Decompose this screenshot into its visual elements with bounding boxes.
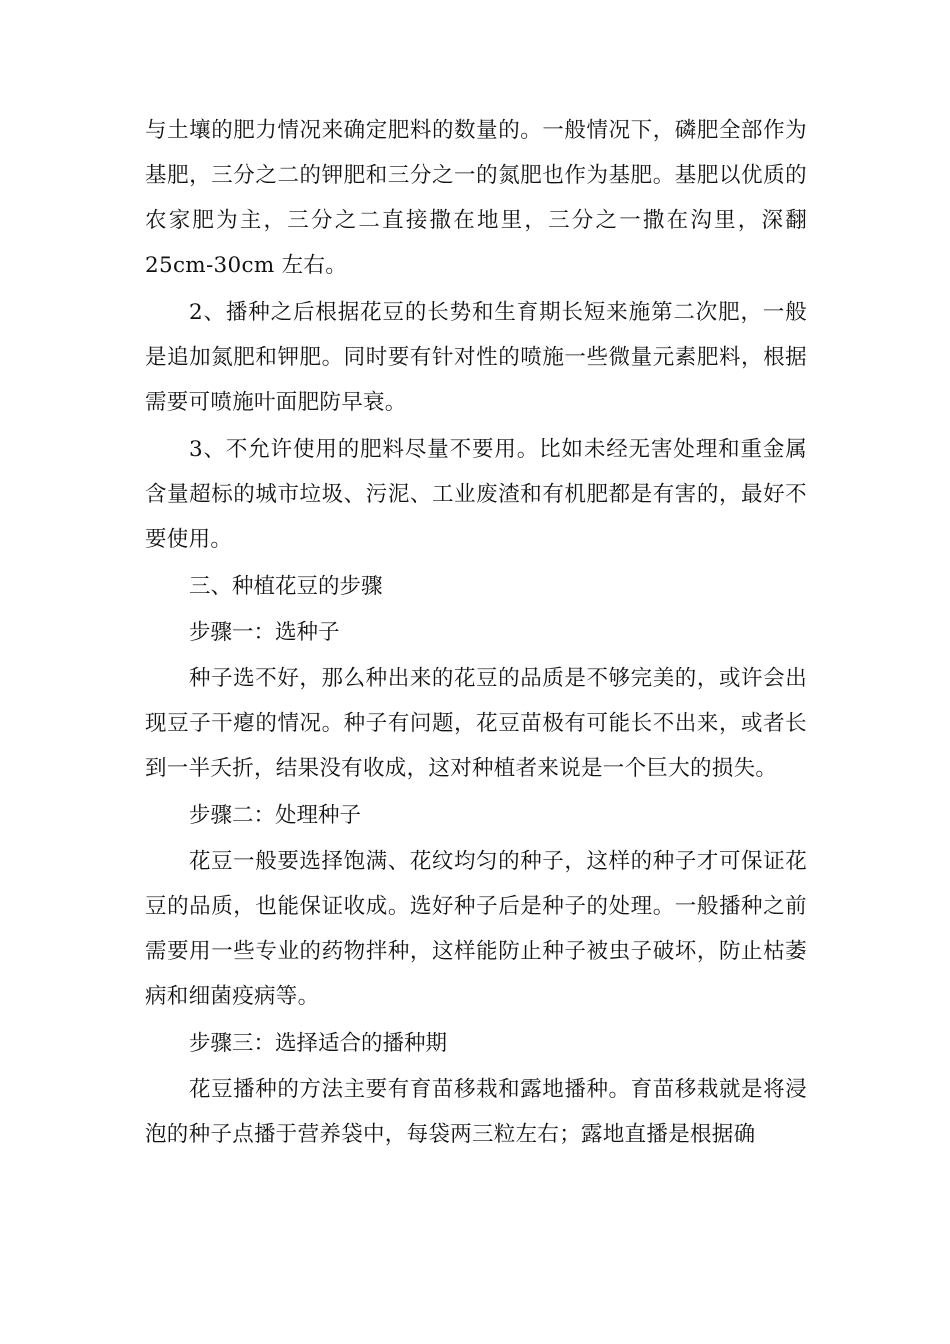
document-body: [145, 108, 807, 1159]
paragraph-fertilizer-base: 与土壤的肥力情况来确定肥料的数量的。一般情况下，磷肥全部作为基肥，三分之二的钾肥和三分之一的氮肥也作为基肥。基肥以优质的农家肥为主，三分之二直接撒在地里，三分之一撒在沟里，深翻 25cm-30cm 左右。: [145, 118, 807, 278]
step-heading-sowing-period: 步骤三：选择适合的播种期: [189, 1031, 448, 1056]
step-heading-treat-seeds: 步骤二：处理种子: [189, 803, 362, 828]
paragraph-select-seeds: 种子选不好，那么种出来的花豆的品质是不够完美的，或许会出现豆子干瘪的情况。种子有问题，花豆苗极有可能长不出来，或者长到一半夭折，结果没有收成，这对种植者来说是一个巨大的损失。: [145, 666, 807, 781]
paragraph-second-fertilizing: 2、播种之后根据花豆的长势和生育期长短来施第二次肥，一般是追加氮肥和钾肥。同时要有针对性的喷施一些微量元素肥料，根据需要可喷施叶面肥防早衰。: [145, 300, 807, 415]
paragraph-forbidden-fertilizer: 3、不允许使用的肥料尽量不要用。比如未经无害处理和重金属含量超标的城市垃圾、污泥、工业废渣和有机肥都是有害的，最好不要使用。: [145, 437, 807, 552]
step-heading-select-seeds: 步骤一：选种子: [189, 620, 340, 645]
paragraph-sowing-methods: 花豆播种的方法主要有育苗移栽和露地播种。育苗移栽就是将浸泡的种子点播于营养袋中，每袋两三粒左右；露地直播是根据确: [145, 1077, 807, 1147]
paragraph-treat-seeds: 花豆一般要选择饱满、花纹均匀的种子，这样的种子才可保证花豆的品质，也能保证收成。选好种子后是种子的处理。一般播种之前需要用一些专业的药物拌种，这样能防止种子被虫子破坏，防止枯萎病和细菌疫病等。: [145, 849, 807, 1009]
section-heading-planting-steps: 三、种植花豆的步骤: [189, 574, 383, 599]
